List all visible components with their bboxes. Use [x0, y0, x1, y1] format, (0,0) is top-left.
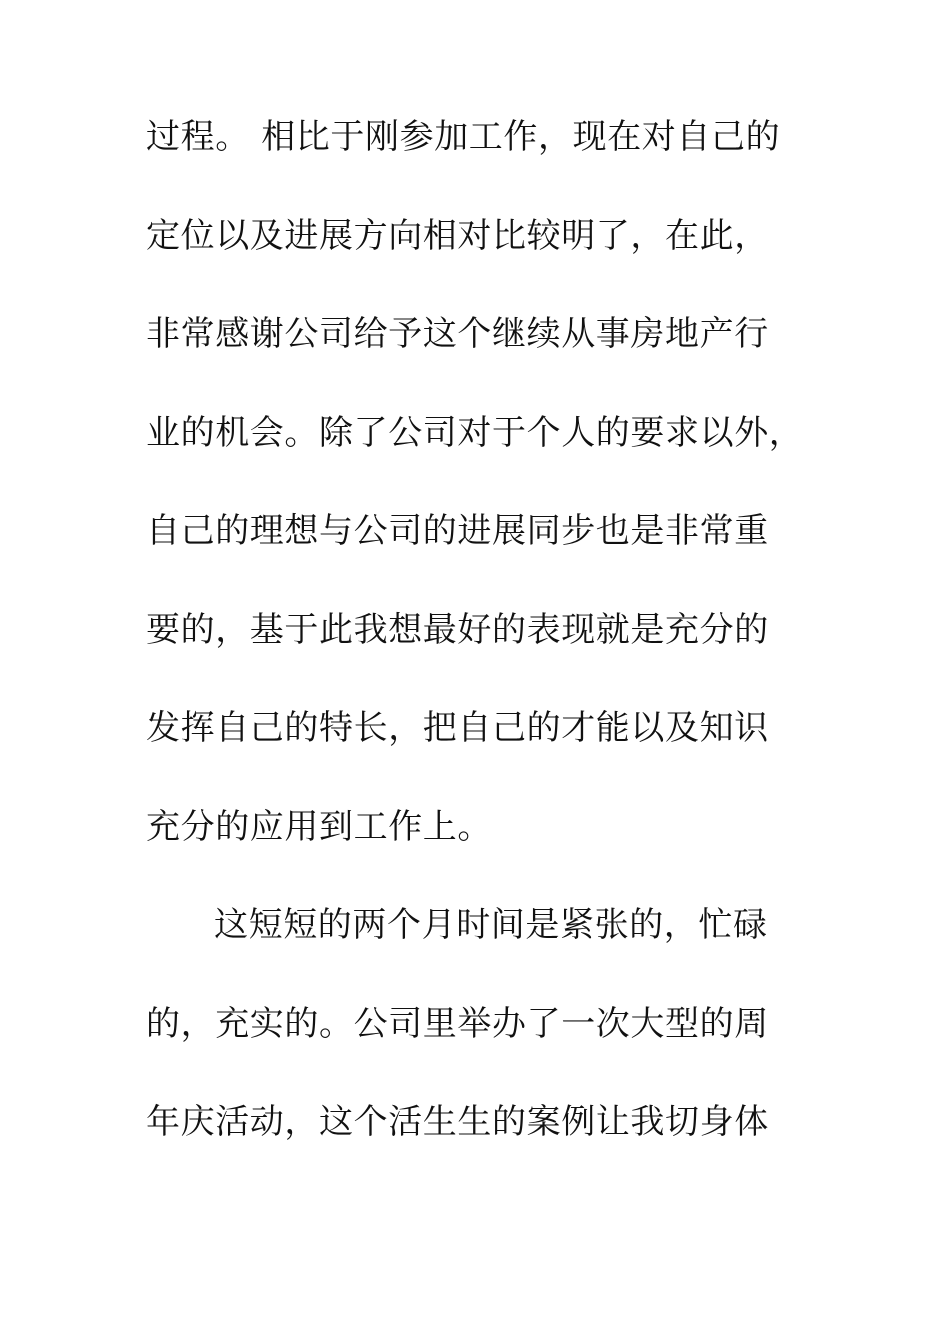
text-line: 发挥自己的特长，把自己的才能以及知识 — [146, 708, 769, 748]
text-line: 要的，基于此我想最好的表现就是充分的 — [146, 609, 769, 650]
text-line: 过程。 相比于刚参加工作，现在对自己的 — [146, 117, 781, 157]
paragraph-start-line: 这短短的两个月时间是紧张的，忙碌 — [214, 905, 768, 945]
text-line: 充分的应用到工作上。 — [146, 806, 492, 847]
text-line: 年庆活动，这个活生生的案例让我切身体 — [146, 1102, 769, 1142]
text-line: 的，充实的。公司里举办了一次大型的周 — [146, 1003, 769, 1044]
text-line: 定位以及进展方向相对比较明了，在此， — [146, 215, 769, 256]
body-text — [146, 117, 806, 1204]
text-line: 非常感谢公司给予这个继续从事房地产行 — [146, 314, 769, 354]
text-line: 自己的理想与公司的进展同步也是非常重 — [146, 511, 769, 551]
text-line: 业的机会。除了公司对于个人的要求以外， — [146, 412, 804, 453]
